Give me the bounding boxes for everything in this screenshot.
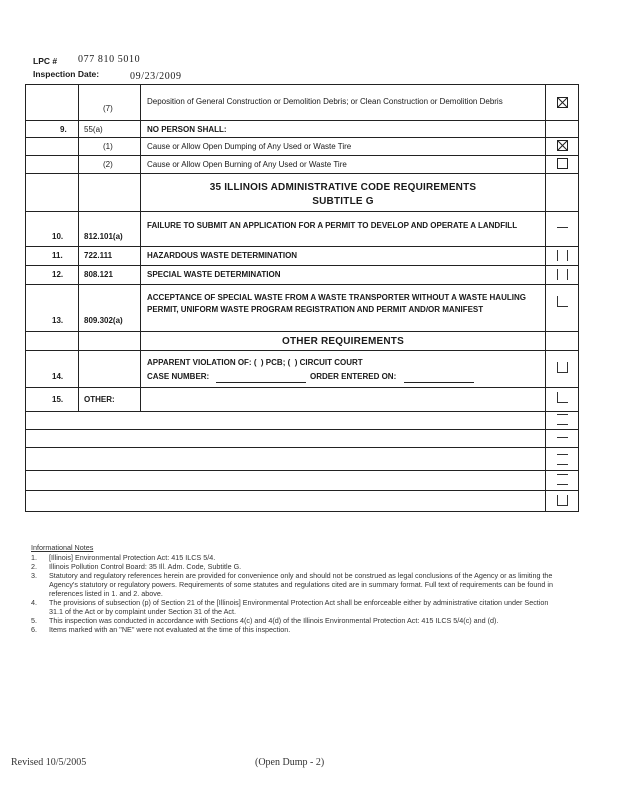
row-9-2-text: Cause or Allow Open Burning of Any Used or Waste Tire xyxy=(147,160,347,169)
note-item: 5. This inspection was conducted in accordance with Sections 4(c) and 4(d) of the Illinois Environmental Protection Act: 415 ILCS 5/4(c) and (d). xyxy=(31,616,499,625)
row-14-line1: APPARENT VIOLATION OF: ( ) PCB; ( ) CIRCUIT COURT xyxy=(147,358,363,367)
row-9-2-checkbox[interactable] xyxy=(557,158,568,169)
note-item: 1. [Illinois] Environmental Protection Act: 415 ILCS 5/4. xyxy=(31,553,216,562)
row-9-1-checkbox[interactable] xyxy=(557,140,568,151)
row-14-order-label: ORDER ENTERED ON: xyxy=(310,372,397,381)
row-14-case-label: CASE NUMBER: xyxy=(147,372,210,381)
row-7-text: Deposition of General Construction or Demolition Debris; or Clean Construction or Demolition Debris xyxy=(147,97,503,106)
row-13-section: 809.302(a) xyxy=(84,316,123,325)
other-row-2-checkbox[interactable] xyxy=(557,414,568,425)
section-subtitle-g: SUBTITLE G xyxy=(312,196,374,207)
note-item: 4. The provisions of subsection (p) of Section 21 of the [Illinois] Environmental Protection Act shall be enforceable either by administrative citation under Section 31.1 of the Act or by complaint under Section 31 of the Act. xyxy=(31,598,549,616)
page-label: (Open Dump - 2) xyxy=(255,757,325,768)
row-11-text: HAZARDOUS WASTE DETERMINATION xyxy=(147,251,298,260)
row-14-checkbox[interactable] xyxy=(557,362,568,373)
lpc-number: 077 810 5010 xyxy=(78,54,141,65)
row-10-text: FAILURE TO SUBMIT AN APPLICATION FOR A PERMIT TO DEVELOP AND OPERATE A LANDFILL xyxy=(147,221,518,230)
notes-title: Informational Notes xyxy=(31,543,94,552)
other-row-3-checkbox[interactable] xyxy=(557,432,568,443)
row-15-checkbox[interactable] xyxy=(557,392,568,403)
row-13-text: ACCEPTANCE OF SPECIAL WASTE FROM A WASTE TRANSPORTER WITHOUT A WASTE HAULING PERMIT, UNIFORM WASTE PROGRAM REGISTRATION AND PERMIT AND/OR MANIFEST xyxy=(147,293,526,314)
row-11-checkbox[interactable] xyxy=(557,250,568,261)
lpc-label: LPC # xyxy=(33,56,58,66)
other-row-4-checkbox[interactable] xyxy=(557,454,568,465)
row-12-num: 12. xyxy=(52,270,64,279)
row-9-text: NO PERSON SHALL: xyxy=(147,125,227,134)
row-13-num: 13. xyxy=(52,316,64,325)
row-10-section: 812.101(a) xyxy=(84,232,123,241)
other-row-5-checkbox[interactable] xyxy=(557,474,568,485)
row-9-1-text: Cause or Allow Open Dumping of Any Used or Waste Tire xyxy=(147,142,352,151)
inspection-date-label: Inspection Date: xyxy=(33,69,100,79)
row-10-checkbox[interactable] xyxy=(557,222,568,233)
note-item: 3. Statutory and regulatory references herein are provided for convenience only and should not be construed as legal conclusions of the Agency or as limiting the Agency's statutory or regulatory powers. Requirements of some statutes and regulations cited are in summary format. Full text of requirements can be found in references listed in 1. and 2. above. xyxy=(31,571,553,598)
row-9-num: 9. xyxy=(60,125,67,134)
informational-notes xyxy=(31,543,561,634)
row-12-checkbox[interactable] xyxy=(557,269,568,280)
row-11-section: 722.111 xyxy=(84,251,113,260)
row-13-checkbox[interactable] xyxy=(557,296,568,307)
row-15-num: 15. xyxy=(52,395,64,404)
row-15-label: OTHER: xyxy=(84,395,115,404)
row-7-checkbox[interactable] xyxy=(557,97,568,108)
other-requirements-title: OTHER REQUIREMENTS xyxy=(282,336,404,347)
row-9-1-sub: (1) xyxy=(103,142,113,151)
section-title-iac: 35 ILLINOIS ADMINISTRATIVE CODE REQUIREMENTS xyxy=(209,182,477,193)
row-12-text: SPECIAL WASTE DETERMINATION xyxy=(147,270,281,279)
row-7-sub: (7) xyxy=(103,104,113,113)
note-item: 6. Items marked with an "NE" were not evaluated at the time of this inspection. xyxy=(31,625,291,634)
row-12-section: 808.121 xyxy=(84,270,113,279)
other-row-6-checkbox[interactable] xyxy=(557,495,568,506)
inspection-date-value: 09/23/2009 xyxy=(130,71,182,82)
note-item: 2. Illinois Pollution Control Board: 35 Ill. Adm. Code, Subtitle G. xyxy=(31,562,242,571)
row-11-num: 11. xyxy=(52,251,63,260)
row-10-num: 10. xyxy=(52,232,64,241)
row-9-2-sub: (2) xyxy=(103,160,113,169)
row-9-section: 55(a) xyxy=(84,125,103,134)
row-14-num: 14. xyxy=(52,372,64,381)
revised-date: Revised 10/5/2005 xyxy=(11,757,87,768)
